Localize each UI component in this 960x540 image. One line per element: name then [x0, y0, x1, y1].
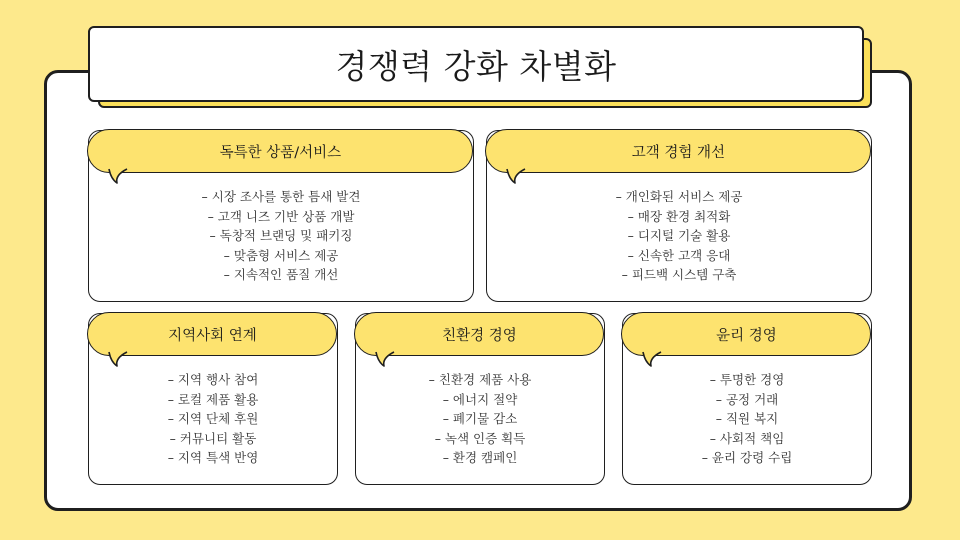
list-item: – 에너지 절약: [442, 391, 518, 407]
speech-tail-icon: [641, 352, 663, 368]
card-heading: 친환경 경영: [442, 327, 517, 344]
list-item: – 공정 거래: [715, 391, 779, 407]
card-ethics-management: [622, 313, 872, 485]
speech-tail-icon: [374, 352, 396, 368]
list-item: – 개인화된 서비스 제공: [615, 189, 743, 204]
card-heading: 독특한 상품/서비스: [219, 144, 342, 161]
list-item: – 지역 단체 후원: [167, 411, 259, 426]
card-heading-bubble: [354, 312, 604, 356]
list-item: – 지역 특색 반영: [167, 450, 259, 465]
list-item: – 피드백 시스템 구축: [621, 267, 737, 282]
list-item: – 커뮤니티 활동: [169, 430, 257, 446]
speech-tail-icon: [107, 352, 129, 368]
list-item: – 환경 캠페인: [442, 450, 518, 465]
card-item-list: [487, 187, 871, 285]
list-item: – 지역 행사 참여: [167, 372, 259, 387]
list-item: – 직원 복지: [715, 411, 779, 426]
speech-tail-icon: [107, 169, 129, 185]
card-item-list: [89, 370, 337, 468]
list-item: – 고객 니즈 기반 상품 개발: [207, 208, 355, 224]
card-item-list: [356, 370, 604, 468]
card-heading-bubble: [87, 312, 337, 356]
card-heading-bubble: [87, 129, 473, 173]
list-item: – 폐기물 감소: [442, 411, 518, 426]
list-item: – 맞춤형 서비스 제공: [223, 247, 339, 263]
list-item: – 녹색 인증 획득: [434, 430, 526, 446]
page-title: 경쟁력 강화 차별화: [335, 46, 617, 86]
list-item: – 지속적인 품질 개선: [223, 267, 339, 282]
card-heading-bubble: [485, 129, 871, 173]
list-item: – 친환경 제품 사용: [428, 372, 532, 387]
card-heading-bubble: [621, 312, 871, 356]
list-item: – 로컬 제품 활용: [167, 391, 259, 407]
list-item: – 윤리 강령 수립: [701, 450, 793, 465]
card-customer-experience: [486, 130, 872, 302]
list-item: – 디지털 기술 활용: [627, 228, 731, 243]
card-eco-management: [355, 313, 605, 485]
list-item: – 사회적 책임: [709, 430, 785, 446]
card-heading: 고객 경험 개선: [631, 144, 726, 161]
title-box: [88, 26, 864, 102]
card-heading: 윤리 경영: [716, 327, 777, 344]
list-item: – 시장 조사를 통한 틈새 발견: [201, 189, 361, 204]
card-item-list: [89, 187, 473, 285]
list-item: – 독창적 브랜딩 및 패키징: [209, 228, 353, 243]
card-community: [88, 313, 338, 485]
list-item: – 매장 환경 최적화: [627, 208, 731, 224]
list-item: – 신속한 고객 응대: [627, 247, 731, 263]
card-heading: 지역사회 연계: [168, 327, 257, 344]
list-item: – 투명한 경영: [709, 372, 785, 387]
card-item-list: [623, 370, 871, 468]
speech-tail-icon: [505, 169, 527, 185]
card-unique-products: [88, 130, 474, 302]
